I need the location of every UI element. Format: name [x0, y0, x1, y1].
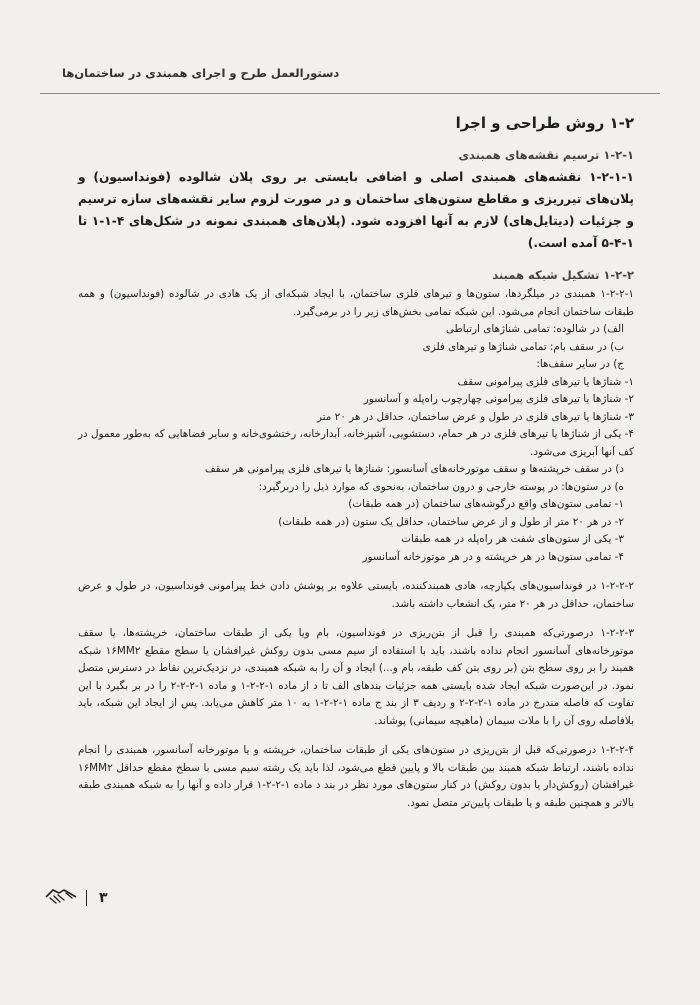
- sub-item-2: ۲- شناژها یا تیرهای فلزی پیرامونی چهارچوب راه‌پله و آسانسور: [363, 393, 634, 405]
- paragraph-1-2-1-1: ۱-۲-۱-۱ نقشه‌های همبندی اصلی و اضافی بایستی بر روی پلان شالوده (فونداسیون) و پلان‌های تیرریزی و مقاطع ستون‌های ساختمان و در صورت لزوم سایر نقشه‌های سازه ترسیم و جزئیات (دیتایل‌های) لازم به آنها افزوده شود. (پلان‌های همبندی نمونه در شکل‌های ۴-۱-۱ تا ۱-۴-۵ آمده است.): [78, 170, 634, 250]
- column-item-2: ۲- در هر ۲۰ متر از طول و از عرض ساختمان، حداقل یک ستون (در همه طبقات): [278, 515, 624, 528]
- list-item-dal: د) در سقف خرپشته‌ها و سقف موتورخانه‌های آسانسور: شناژها یا تیرهای فلزی پیرامونی هر سقف: [204, 463, 624, 475]
- column-item-3: ۳- یکی از ستون‌های شفت هر راه‌پله در همه طبقات: [401, 533, 624, 545]
- list-item-he: ه) در ستون‌ها: در پوسته خارجی و درون ساختمان، به‌نحوی که موارد ذیل را دربرگیرد:: [258, 480, 624, 493]
- list-item-jim: ج) در سایر سقف‌ها:: [536, 358, 624, 370]
- handshake-logo-icon: [44, 885, 78, 911]
- column-item-4: ۴- تمامی ستون‌ها در هر خرپشته و در هر موتورخانه آسانسور: [362, 550, 624, 563]
- paragraph-1-2-2-3: ۱-۲-۲-۳ درصورتی‌که همبندی را قبل از بتن‌ریزی در فونداسیون، بام ویا یکی از طبقات ساختمان، خرپشته‌ها، یا سقف موتورخانه‌های آسانسور انجام نداده باشند، باید با استفاده از سیم مسی بدون روکش غیرافشان یا سطح مقطع ۱۶MM۲ شبکه همبند را بر روی سطح بتن (بر روی بتن کف طبقه، بام و...) ایجاد و آن را به شبکه همبندی، در نزدیک‌ترین نقاط در دسترس متصل نمود. در این‌صورت شبکه ایجاد شده بایستی همه جزئیات بندهای الف تا د از ماده ۱-۲-۲-۱ و ماده ۱-۲-۲-۲ را در بر بگیرد با این تفاوت که فاصله مندرج در ماده ۱-۲-۲-۲ و ردیف ۳ از بند ج ماده ۱-۲-۲-۱ به ۱۰ متر کاهش می‌یابد. پس از ایجاد این شبکه، باید بلافاصله روی آن را با ملات سیمان (ماهیچه سیمانی) پوشاند.: [78, 627, 634, 727]
- running-header: دستورالعمل طرح و اجرای همبندی در ساختمان‌ها: [62, 66, 340, 80]
- paragraph-1-2-2-1: ۱-۲-۲-۱ همبندی در میلگردها، ستون‌ها و تیرهای فلزی ساختمان، با ایجاد شبکه‌ای از یک هادی در شالوده (فونداسیون) و همه طبقات ساختمان انجام می‌شود. این شبکه تمامی بخش‌های زیر را در برمی‌گیرد.: [78, 288, 634, 318]
- subsection-title-2: ۱-۲-۲ تشکیل شبکه همبند: [492, 268, 634, 282]
- paragraph-1-2-2-4: ۱-۲-۲-۴ درصورتی‌که قبل از بتن‌ریزی در ستون‌های یکی از طبقات ساختمان، خرپشته و یا موتورخانه آسانسور، همبندی را انجام نداده باشند، ارتباط شبکه همبند بین طبقات بالا و پایین قطع می‌شود، لذا باید یک رشته سیم مسی با سطح مقطع حداقل ۱۶MM۲ غیرافشان (روکش‌دار یا بدون روکش) در کنار ستون‌های مورد نظر در بند د ماده ۱-۲-۲-۱ قرار داده و آنها را به شبکه همبندی طبقه بالاتر و همچنین طبقه و یا طبقات پایین‌تر متصل نمود.: [78, 744, 634, 809]
- page-footer: [44, 885, 108, 911]
- paragraph-1-2-2-2: ۱-۲-۲-۲ در فونداسیون‌های یکپارچه، هادی همبندکننده، بایستی علاوه بر پوشش دادن خط پیرامونی فونداسیون، در طول و عرض ساختمان، حداقل در هر ۲۰ متر، یک انشعاب داشته باشد.: [78, 580, 634, 610]
- section-title: ۱-۲ روش طراحی و اجرا: [455, 114, 634, 132]
- header-rule: [40, 93, 660, 94]
- subsection-title-1: ۱-۲-۱ ترسیم نقشه‌های همبندی: [458, 148, 634, 162]
- sub-item-4: ۴- یکی از شناژها یا تیرهای فلزی در هر حمام، دستشویی، آشپزخانه، آبدارخانه، رختشوی‌خانه و سایر فضاهایی که به‌طور معمول در کف آنها آبریزی می‌شود.: [78, 428, 634, 458]
- footer-separator: [86, 890, 87, 906]
- list-item-be: ب) در سقف بام: تمامی شناژها و تیرهای فلزی: [422, 340, 624, 353]
- page-number: ۳: [99, 890, 108, 906]
- page-content: [78, 100, 634, 812]
- sub-item-1: ۱- شناژها یا تیرهای فلزی پیرامونی سقف: [457, 375, 634, 388]
- list-item-alef: الف) در شالوده: تمامی شناژهای ارتباطی: [445, 323, 624, 335]
- column-item-1: ۱- تمامی ستون‌های واقع درگوشه‌های ساختمان (در همه طبقات): [348, 498, 624, 510]
- sub-item-3: ۳- شناژها یا تیرهای فلزی در طول و عرض ساختمان، حداقل در هر ۲۰ متر: [316, 410, 634, 423]
